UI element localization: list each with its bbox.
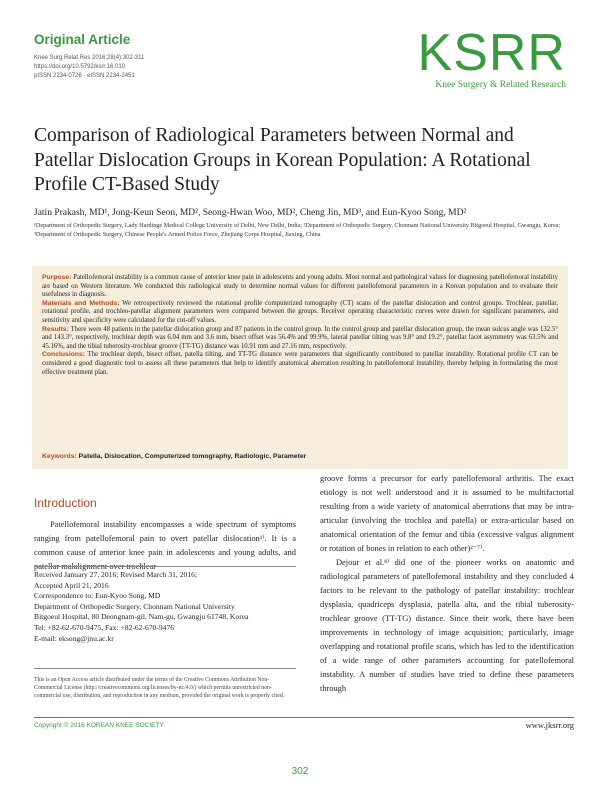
abstract-box [32,266,568,469]
methods-text: We retrospectively reviewed the rotational profile computerized tomography (CT) scans of the patellar dislocation and control groups. Trochlear, patellar, rotational profile, and trochleo-patellar alignment parameters were compared between the groups. Receiver operating characteristic curves were drawn for significant parameters, and sensitivity and specificity were calculated for the cut-off values. [42,299,558,324]
correspondence-address: Bitgoeul Hospital, 80 Deongnam-gil, Nam-gu, Gwangju 61748, Korea [34,612,249,622]
section-heading-introduction: Introduction [34,496,97,510]
paper-title: Comparison of Radiological Parameters between Normal and Patellar Dislocation Groups in Korean Population: A Rotational Profile CT-Based Study [34,125,531,195]
conclusions-label: Conclusions: [42,351,86,359]
copyright: Copyright © 2016 KOREAN KNEE SOCIETY [34,722,164,729]
abstract-results [42,326,558,352]
issn: pISSN 2234-0726 · eISSN 2234-2451 [34,73,135,79]
citation-meta [34,54,144,81]
purpose-text: Patellofemoral instability is a common cause of anterior knee pain in adolescents and young adults. Most normal and pathological values for diagnosing patellofemoral instability are based on Western literature. We conducted this radiological study to determine normal values for different patellofemoral parameters in a Korean population and to evaluate their usefulness in diagnosis. [42,274,558,299]
correspondence-dept: Department of Orthopedic Surgery, Chonnam National University [34,601,235,611]
journal-logo [386,24,566,90]
accepted-date: Accepted April 21, 2016 [34,580,109,590]
correspondence-email[interactable]: E-mail: eksong@jnu.ac.kr [34,633,114,643]
abstract-methods [42,300,558,326]
author-list: Jatin Prakash, MD¹, Jong-Keun Seon, MD², Seong-Hwan Woo, MD², Cheng Jin, MD³, and Eun-Kyoo Song, MD² [34,208,467,218]
abstract-purpose [42,274,558,300]
results-label: Results: [42,325,69,333]
license-notice: This is an Open Access article distributed under the terms of the Creative Commons Attribution Non-Commercial License (http://creativecommons.org/licenses/by-nc/4.0/) which permits unrestricted non-commercial use, distribution, and reproduction in any medium, provided the original work is properly cited. [34,677,285,700]
received-date: Received January 27, 2016; Revised March 31, 2016; [34,570,198,579]
citation: Knee Surg Relat Res 2016;28(4):302-311 [34,55,145,61]
methods-label: Materials and Methods: [42,299,120,307]
intro-paragraph-1-cont: groove forms a precursor for early patellofemoral arthritis. The exact etiology is not well understood and it is assumed to be multifactorial resulting from a wide variety of anatomical aberrations that may be intra-articular (involving the trochlea and patella) or extra-articular based on anatomical orientation of the femur and tibia (excessive valgus alignment or rotation of bones in relation to each other)²⁻⁷⁾. [320,474,574,553]
keywords-text: Patella, Dislocation, Computerized tomography, Radiologic, Parameter [78,453,307,460]
page-number: 302 [291,766,309,777]
keywords [42,453,306,460]
logo-wordmark: KSRR [417,24,566,82]
keywords-label: Keywords: [42,453,77,460]
correspondence-author: Correspondence to: Eun-Kyoo Song, MD [34,591,161,601]
purpose-label: Purpose: [42,274,72,281]
journal-website-link[interactable]: www.jksrr.org [525,720,574,730]
affiliations: ¹Department of Orthopedic Surgery, Lady Hardinge Medical College University of Delhi, New Delhi, India; ²Department of Orthopedic Surgery, Chonnam National University Bitgoeul Hospital, Gwangju, Korea; ³Department of Orthopedic Surgery, Chinese People's Armed Police Force, Zhejiang Corps Hospital, Jiaxing, China [34,222,561,238]
conclusions-text: The trochlear depth, bisect offset, patella tilting, and TT-TG distance were parameters that significantly contributed to patellar instability. Rotational profile CT can be considered a good diagnostic tool to assess all these parameters that help to identify anatomical aberration resulting in patellofemoral instability, thereby helping in formulating the most effective treatment plan. [42,351,558,376]
article-type-label: Original Article [34,32,131,47]
logo-subtitle: Knee Surgery & Related Research [435,80,566,90]
intro-paragraph-2: Dejour et al.⁸⁾ did one of the pioneer works on anatomic and radiological parameters of patellofemoral instability and they concluded 4 factors to be relevant to the pathology of patellar instability: trochlear dysplasia, quadriceps dysplasia, patella alta, and the tibial tuberosity-trochlear groove (TT-TG) distance. Since their work, there have been improvements in technology of image acquisition; particularly, image overlapping and rotational profile scans, which has led to the identification of a wide range of other parameters accounting for patellofemoral instability. A number of studies have tried to define these parameters through [320,558,574,693]
footer-rule [34,717,574,718]
divider-rule [34,668,296,669]
abstract-conclusions [42,351,558,377]
divider-rule [34,566,296,567]
results-text: There were 48 patients in the patellar dislocation group and 87 patients in the control group. In the control group and patellar dislocation group, the mean sulcus angle was 132.5° and 143.3°, respectively, trochlear depth was 6.04 mm and 3.6 mm, bisect offset was 56.4% and 99.9%, lateral patellar tilting was 9.8° and 19.2°, patellar facet asymmetry was 63.5% and 45.16%, and the tibial tuberosity-trochlear groove (TT-TG) distance was 10.91 mm and 27.16 mm, respectively. [42,325,558,350]
doi-link[interactable]: https://doi.org/10.5792/ksrr.16.010 [34,64,126,70]
intro-paragraph-1: Patellofemoral instability encompasses a wide spectrum of symptoms ranging from patellofemoral pain to overt patellar dislocation¹⁾. It is a common cause of anterior knee pain in adolescents and young adults, and patellar malalignment over trochlear [34,520,296,571]
correspondence-block [34,570,296,644]
correspondence-phone: Tel: +82-62-670-9475, Fax: +82-62-670-9476 [34,622,175,632]
intro-right-column [320,472,574,696]
